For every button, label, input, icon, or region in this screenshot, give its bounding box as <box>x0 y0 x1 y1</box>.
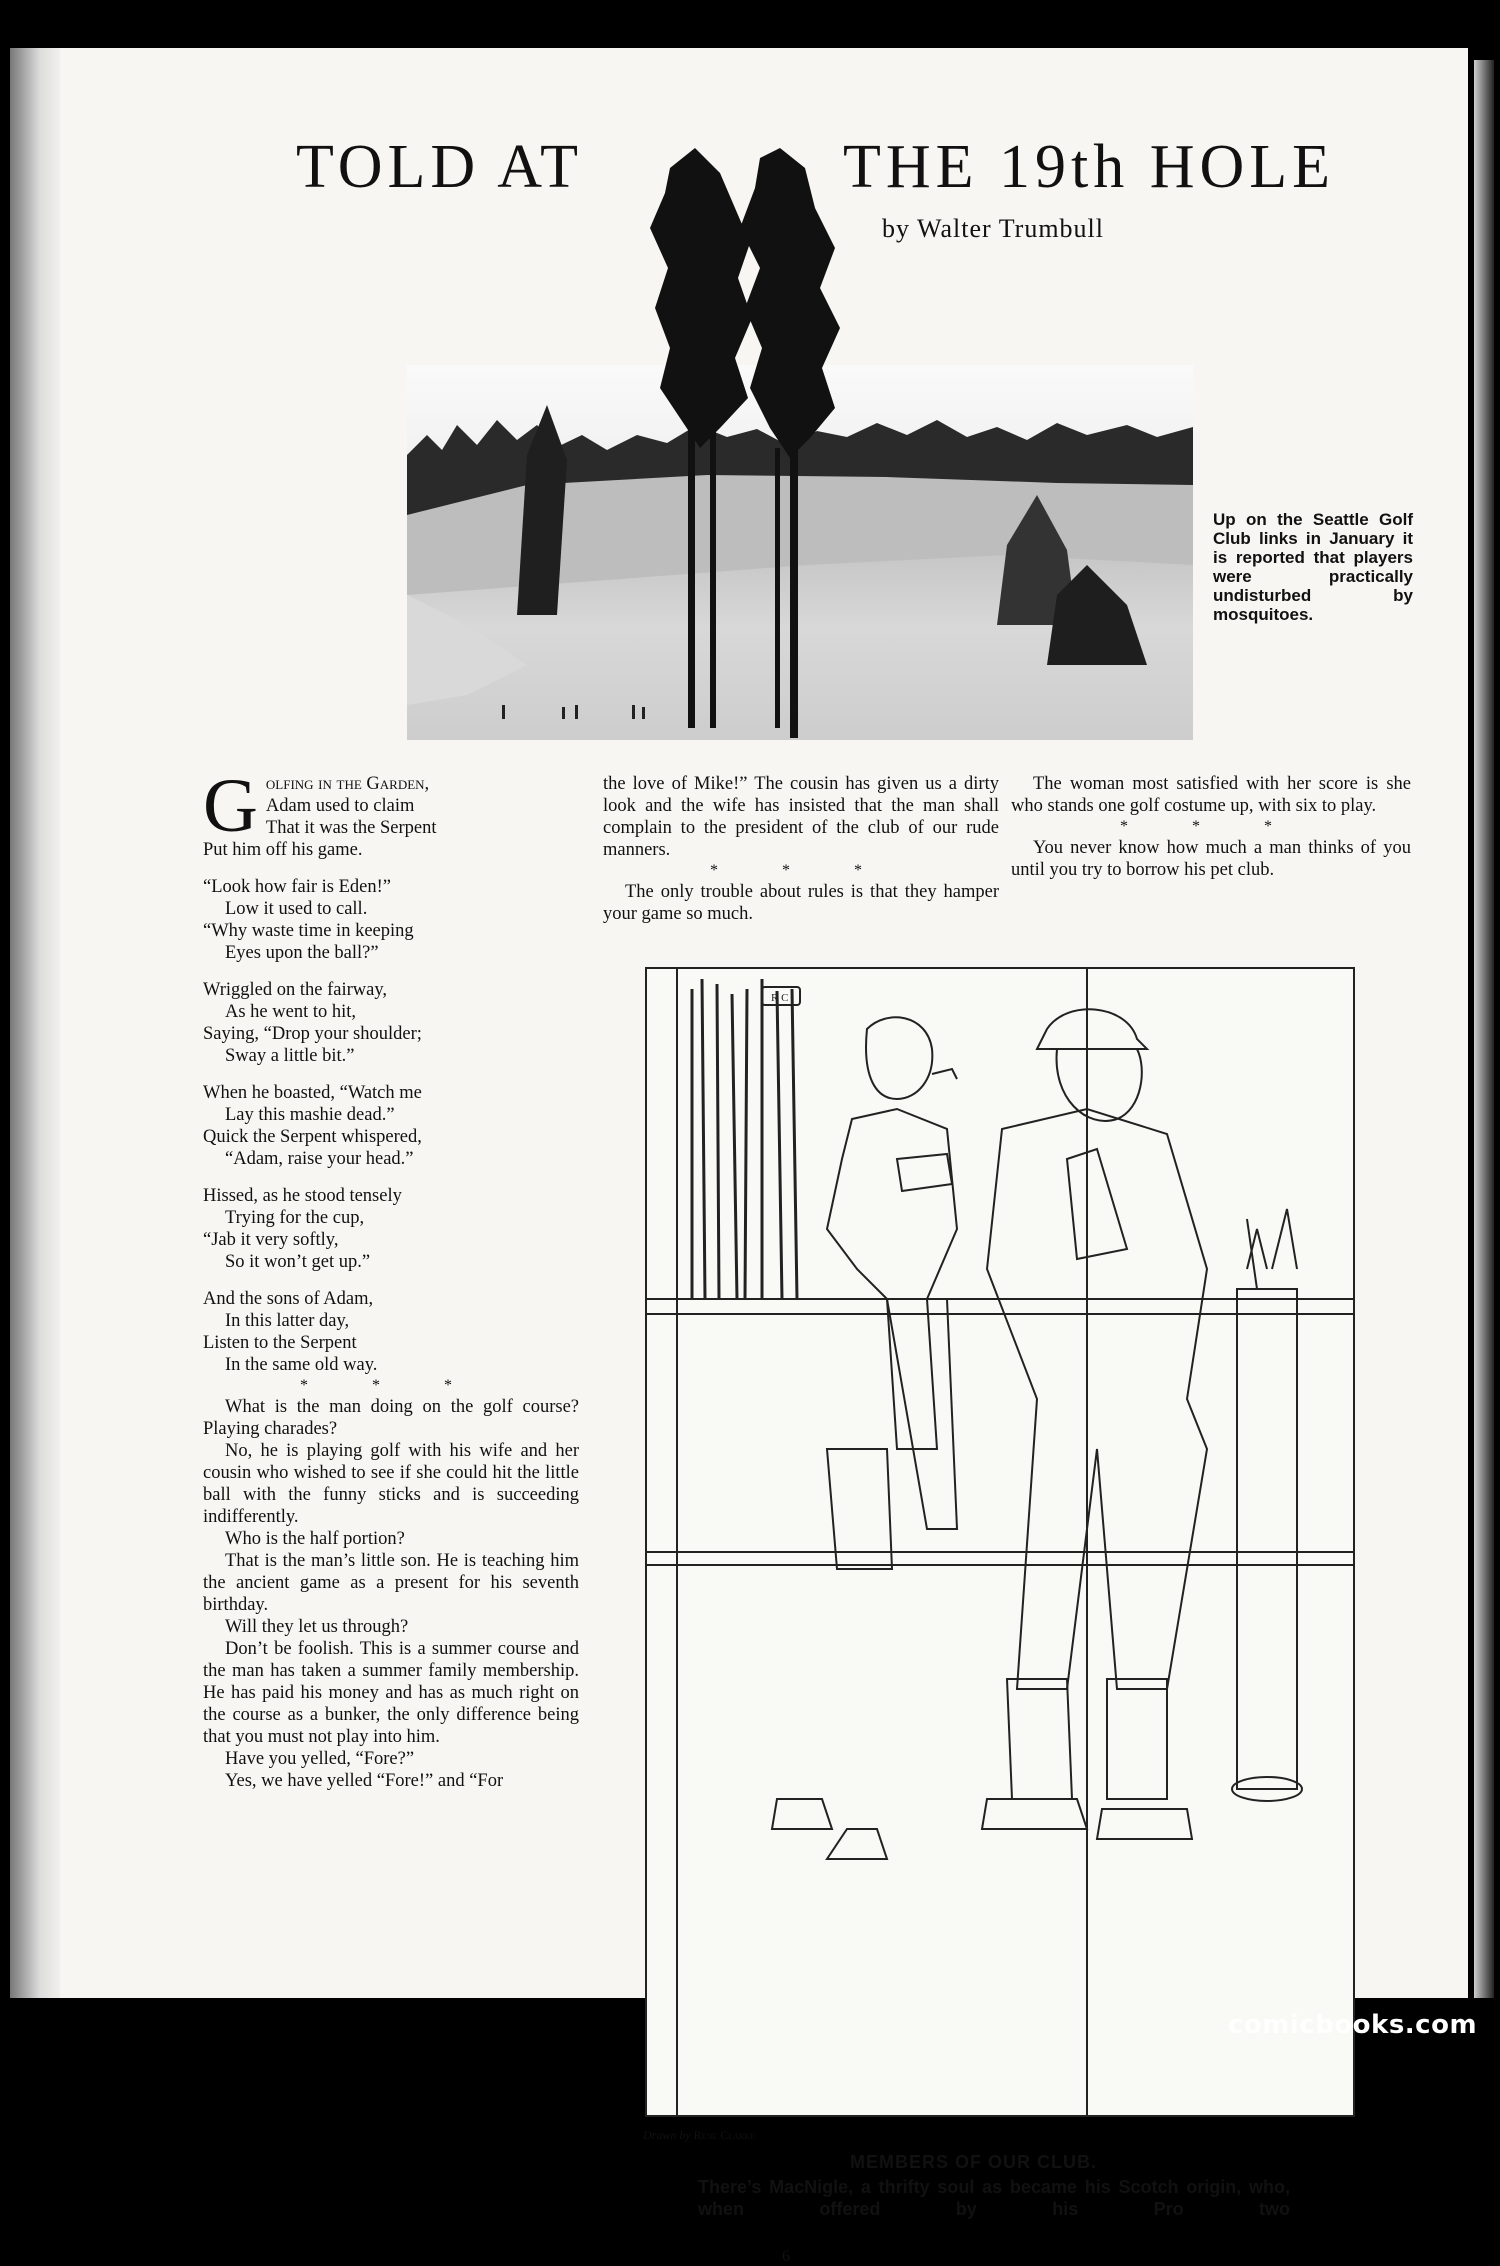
paragraph: That is the man’s little son. He is teaching him the ancient game as a present for his seventh birthday. <box>203 1551 579 1615</box>
golfers-illustration <box>645 967 1355 2117</box>
poem-line: olfing in the Garden, <box>265 774 430 794</box>
poem-line: And the sons of Adam, <box>203 1289 374 1309</box>
section-divider: * * * <box>1120 818 1302 835</box>
members-text: There’s MacNigle, a thrifty soul as became his Scotch origin, who, when offered by his Pro two <box>698 2177 1290 2219</box>
paragraph: the love of Mike!” The cousin has given us a dirty look and the wife has insisted that the man shall complain to the president of the club of our rude manners. <box>603 774 999 860</box>
paragraph: What is the man doing on the golf course? Playing charades? <box>203 1397 579 1439</box>
poem-stanza <box>203 1185 579 1273</box>
paragraph: Yes, we have yelled “Fore!” and “For <box>225 1771 504 1791</box>
poem-line: Lay this mashie dead.” <box>225 1105 395 1125</box>
poem-line: Sway a little bit.” <box>225 1046 355 1066</box>
poem-line: “Look how fair is Eden!” <box>203 877 392 897</box>
column-2 <box>603 773 999 925</box>
poem-line: “Jab it very softly, <box>203 1230 339 1250</box>
poem-line: So it won’t get up.” <box>225 1252 371 1272</box>
paragraph: Have you yelled, “Fore?” <box>225 1749 415 1769</box>
column-1 <box>203 764 579 1792</box>
page-edge-shadow <box>1474 60 1494 1998</box>
photo-caption: Up on the Seattle Golf Club links in January it is reported that players were practically undisturbed by mosquitoes. <box>1213 510 1413 624</box>
poem-line: Listen to the Serpent <box>203 1333 357 1353</box>
poem-line: Eyes upon the ball?” <box>225 943 379 963</box>
paragraph: Don’t be foolish. This is a summer course and the man has taken a summer family membership. He has paid his money and has as much right on the course as a bunker, the only difference being that you must not play into him. <box>203 1639 579 1747</box>
paragraph: The only trouble about rules is that they hamper your game so much. <box>603 882 999 924</box>
site-watermark: comicbooks.com <box>1228 2010 1478 2040</box>
tall-pine-trees <box>640 148 870 738</box>
column-3 <box>1011 773 1411 881</box>
credit-artist: Rene Clarke <box>693 2128 755 2142</box>
poem-line: That it was the Serpent <box>265 818 437 838</box>
paragraph: Who is the half portion? <box>225 1529 405 1549</box>
poem-line: In the same old way. <box>225 1355 378 1375</box>
poem-stanza <box>203 876 579 964</box>
members-heading: MEMBERS OF OUR CLUB. <box>850 2152 1097 2172</box>
poem-line: In this latter day, <box>225 1311 350 1331</box>
poem-line: When he boasted, “Watch me <box>203 1083 422 1103</box>
book-binding-shadow <box>10 48 60 1998</box>
credit-prefix: Drawn by <box>643 2128 691 2142</box>
paragraph: No, he is playing golf with his wife and her cousin who wished to see if she could hit the little ball with the funny sticks and is succeeding indifferently. <box>203 1441 579 1527</box>
poem-line: “Why waste time in keeping <box>203 921 414 941</box>
drop-cap: G <box>203 764 258 848</box>
section-divider: * * * <box>300 1377 482 1394</box>
poem-line: Put him off his game. <box>203 840 363 860</box>
paragraph: Will they let us through? <box>225 1617 409 1637</box>
poem-stanza <box>203 979 579 1067</box>
paragraph: You never know how much a man thinks of you until you try to borrow his pet club. <box>1011 838 1411 880</box>
poem-line: As he went to hit, <box>225 1002 357 1022</box>
poem-line: Low it used to call. <box>225 899 368 919</box>
poem-line: Quick the Serpent whispered, <box>203 1127 422 1147</box>
poem-stanza <box>203 1082 579 1170</box>
section-divider: * * * <box>710 862 892 879</box>
poem-line: “Adam, raise your head.” <box>225 1149 414 1169</box>
poem-stanza <box>203 764 579 861</box>
poem-line: Trying for the cup, <box>225 1208 365 1228</box>
sign-text: R C <box>771 992 789 1004</box>
poem-stanza <box>203 1288 579 1376</box>
title-right: THE 19th HOLE <box>843 133 1336 201</box>
byline: by Walter Trumbull <box>882 214 1105 243</box>
poem-line: Wriggled on the fairway, <box>203 980 388 1000</box>
poem-line: Hissed, as he stood tensely <box>203 1186 402 1206</box>
poem-line: Saying, “Drop your shoulder; <box>203 1024 422 1044</box>
paragraph: The woman most satisfied with her score is she who stands one golf costume up, with six to play. <box>1011 774 1411 816</box>
poem-line: Adam used to claim <box>265 796 415 816</box>
illustration-credit <box>643 2128 755 2143</box>
title-left: TOLD AT <box>296 133 584 201</box>
page-number: 6 <box>782 2248 790 2265</box>
